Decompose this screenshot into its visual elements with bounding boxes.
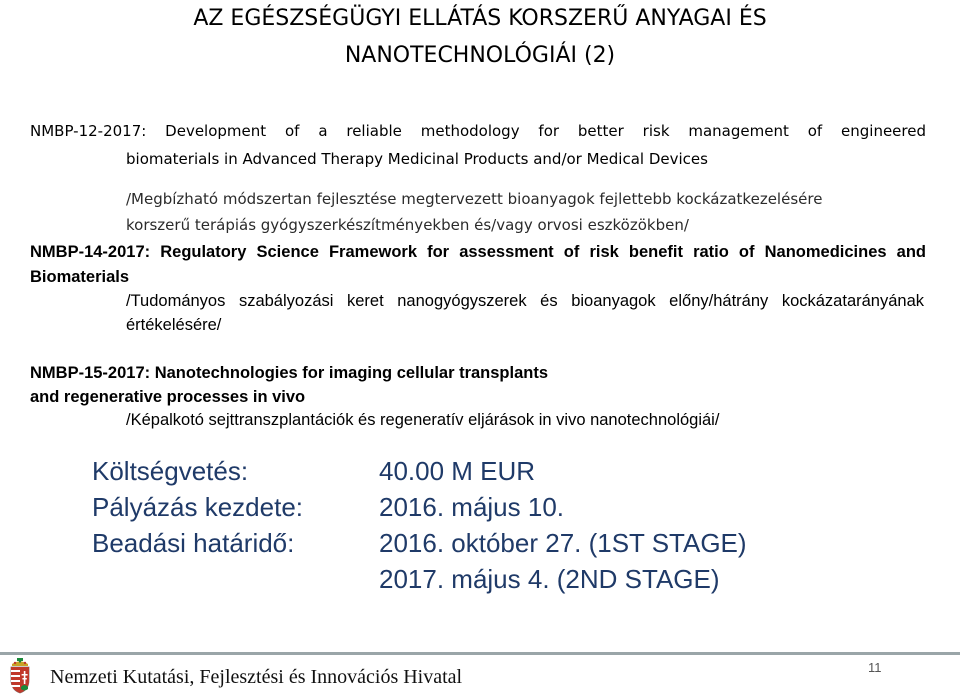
- call-translation-line: korszerű terápiás gyógyszerkészítményekben és/vagy orvosi eszközökben/: [126, 216, 689, 234]
- page-title-line-1: AZ EGÉSZSÉGÜGYI ELLÁTÁS KORSZERŰ ANYAGAI ÉS: [193, 6, 767, 31]
- call-title-line: biomaterials in Advanced Therapy Medicinal Products and/or Medical Devices: [126, 150, 708, 168]
- agency-name: Nemzeti Kutatási, Fejlesztési és Innovációs Hivatal: [50, 666, 463, 688]
- page-title-line-2: NANOTECHNOLÓGIÁI (2): [344, 43, 616, 68]
- call-title-line: and regenerative processes in vivo: [30, 388, 306, 406]
- deadline-value-stage-2: 2017. május 4. (2ND STAGE): [379, 564, 720, 594]
- call-title-line: NMBP-15-2017: Nanotechnologies for imaging cellular transplants: [30, 364, 549, 382]
- budget-value: 40.00 M EUR: [379, 456, 536, 486]
- call-translation-line: /Megbízható módszertan fejlesztése megtervezett bioanyagok fejlettebb kockázatkezelésére: [126, 190, 823, 208]
- budget-label: Költségvetés:: [92, 456, 249, 486]
- footer-divider: [0, 652, 960, 655]
- call-title-line: Biomaterials: [30, 268, 130, 286]
- call-translation-line: /Képalkotó sejttranszplantációk és regeneratív eljárások in vivo nanotechnológiái/: [126, 411, 720, 429]
- call-title-line: NMBP-12-2017: Development of a reliable methodology for better risk management of engineered: [30, 122, 926, 140]
- call-translation-line: értékelésére/: [126, 316, 222, 334]
- deadline-value-stage-1: 2016. október 27. (1ST STAGE): [379, 528, 747, 558]
- call-translation-line: /Tudományos szabályozási keret nanogyógyszerek és bioanyagok előny/hátrány kockázatarányának: [126, 292, 924, 310]
- start-label: Pályázás kezdete:: [92, 492, 304, 522]
- page-number: 11: [868, 660, 882, 675]
- deadline-label: Beadási határidő:: [92, 528, 295, 558]
- hungarian-coat-of-arms-icon: [8, 658, 32, 694]
- start-value: 2016. május 10.: [379, 492, 565, 522]
- call-title-line: NMBP-14-2017: Regulatory Science Framework for assessment of risk benefit ratio of Nanomedicines and: [30, 243, 926, 261]
